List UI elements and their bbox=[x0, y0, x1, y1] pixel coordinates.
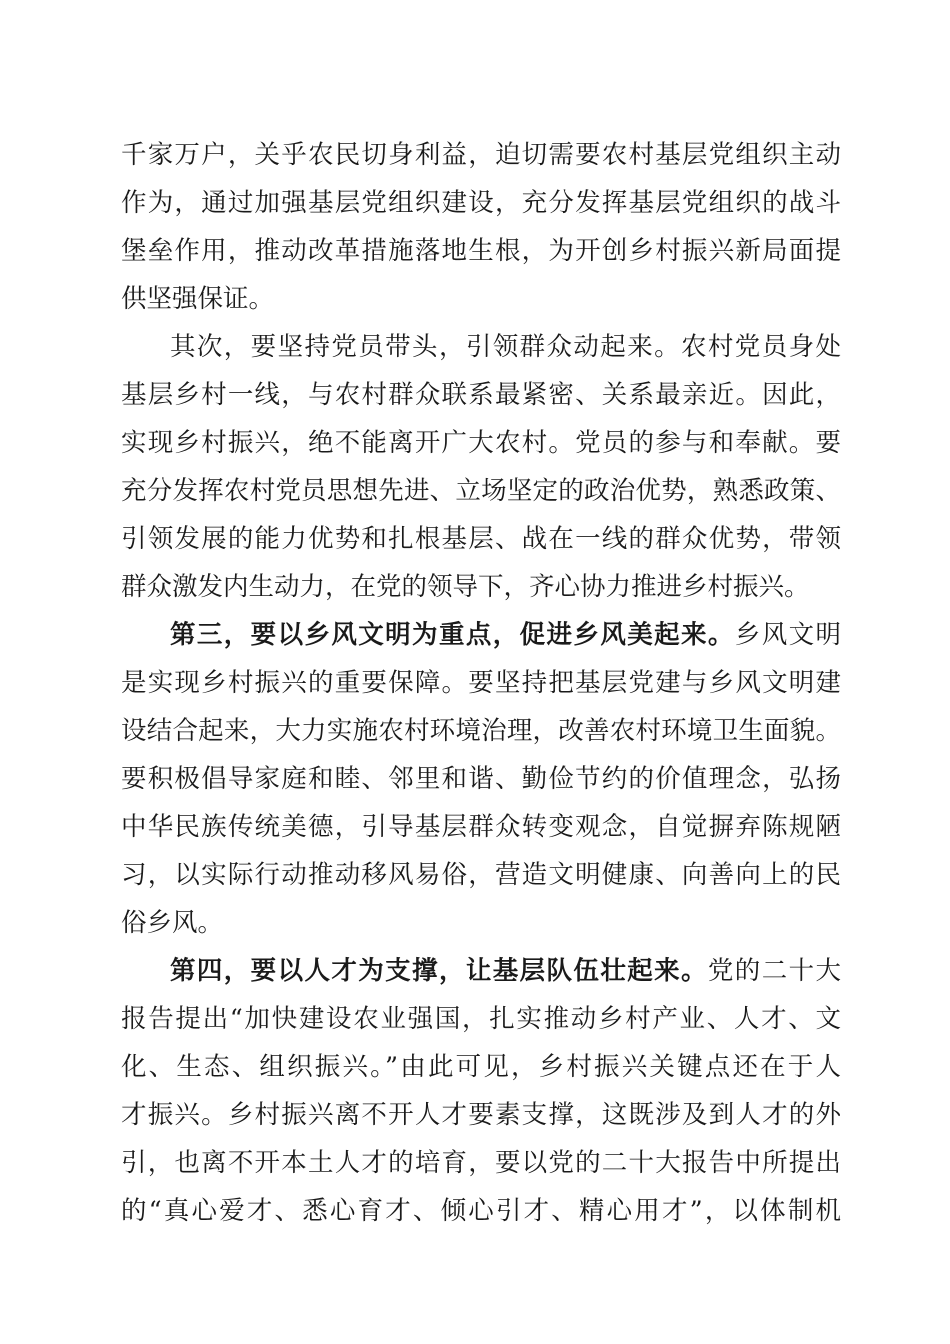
paragraph-line: 基层乡村一线，与农村群众联系最紧密、关系最亲近。因此， bbox=[121, 380, 841, 410]
paragraph-line: 要积极倡导家庭和睦、邻里和谐、勤俭节约的价值理念，弘扬 bbox=[121, 764, 841, 794]
paragraph-line: 供坚强保证。 bbox=[121, 284, 275, 314]
paragraph-line: 习，以实际行动推动移风易俗，营造文明健康、向善向上的民 bbox=[121, 860, 841, 890]
paragraph-line: 其次，要坚持党员带头，引领群众动起来。农村党员身处 bbox=[170, 332, 841, 362]
paragraph-line: 化、生态、组织振兴。”由此可见，乡村振兴关键点还在于人 bbox=[121, 1052, 841, 1082]
paragraph-line: 才振兴。乡村振兴离不开人才要素支撑，这既涉及到人才的外 bbox=[121, 1100, 841, 1130]
paragraph-line-with-bold-lead bbox=[170, 615, 841, 655]
paragraph-line: 的“真心爱才、悉心育才、倾心引才、精心用才”，以体制机 bbox=[121, 1196, 841, 1226]
paragraph-line: 充分发挥农村党员思想先进、立场坚定的政治优势，熟悉政策、 bbox=[121, 476, 841, 506]
paragraph-line: 是实现乡村振兴的重要保障。要坚持把基层党建与乡风文明建 bbox=[121, 668, 841, 698]
paragraph-line: 实现乡村振兴，绝不能离开广大农村。党员的参与和奉献。要 bbox=[121, 428, 841, 458]
paragraph-line: 堡垒作用，推动改革措施落地生根，为开创乡村振兴新局面提 bbox=[121, 236, 841, 266]
paragraph-line-with-bold-lead bbox=[170, 951, 841, 991]
bold-lead-fourth: 第四，要以人才为支撑，让基层队伍壮起来。 bbox=[170, 956, 708, 986]
paragraph-line: 中华民族传统美德，引导基层群众转变观念，自觉摒弃陈规陋 bbox=[121, 812, 841, 842]
paragraph-line: 俗乡风。 bbox=[121, 908, 224, 938]
paragraph-line: 引，也离不开本土人才的培育，要以党的二十大报告中所提出 bbox=[121, 1148, 841, 1178]
paragraph-line: 千家万户，关乎农民切身利益，迫切需要农村基层党组织主动 bbox=[121, 140, 841, 170]
paragraph-line-rest: 乡风文明 bbox=[734, 620, 841, 650]
paragraph-line-rest: 党的二十大 bbox=[707, 956, 841, 986]
bold-lead-third: 第三，要以乡风文明为重点，促进乡风美起来。 bbox=[170, 620, 735, 650]
paragraph-line: 作为，通过加强基层党组织建设，充分发挥基层党组织的战斗 bbox=[121, 188, 841, 218]
paragraph-line: 报告提出“加快建设农业强国，扎实推动乡村产业、人才、文 bbox=[121, 1004, 841, 1034]
paragraph-line: 设结合起来，大力实施农村环境治理，改善农村环境卫生面貌。 bbox=[121, 716, 841, 746]
paragraph-line: 群众激发内生动力，在党的领导下，齐心协力推进乡村振兴。 bbox=[121, 572, 810, 602]
paragraph-line: 引领发展的能力优势和扎根基层、战在一线的群众优势，带领 bbox=[121, 524, 841, 554]
